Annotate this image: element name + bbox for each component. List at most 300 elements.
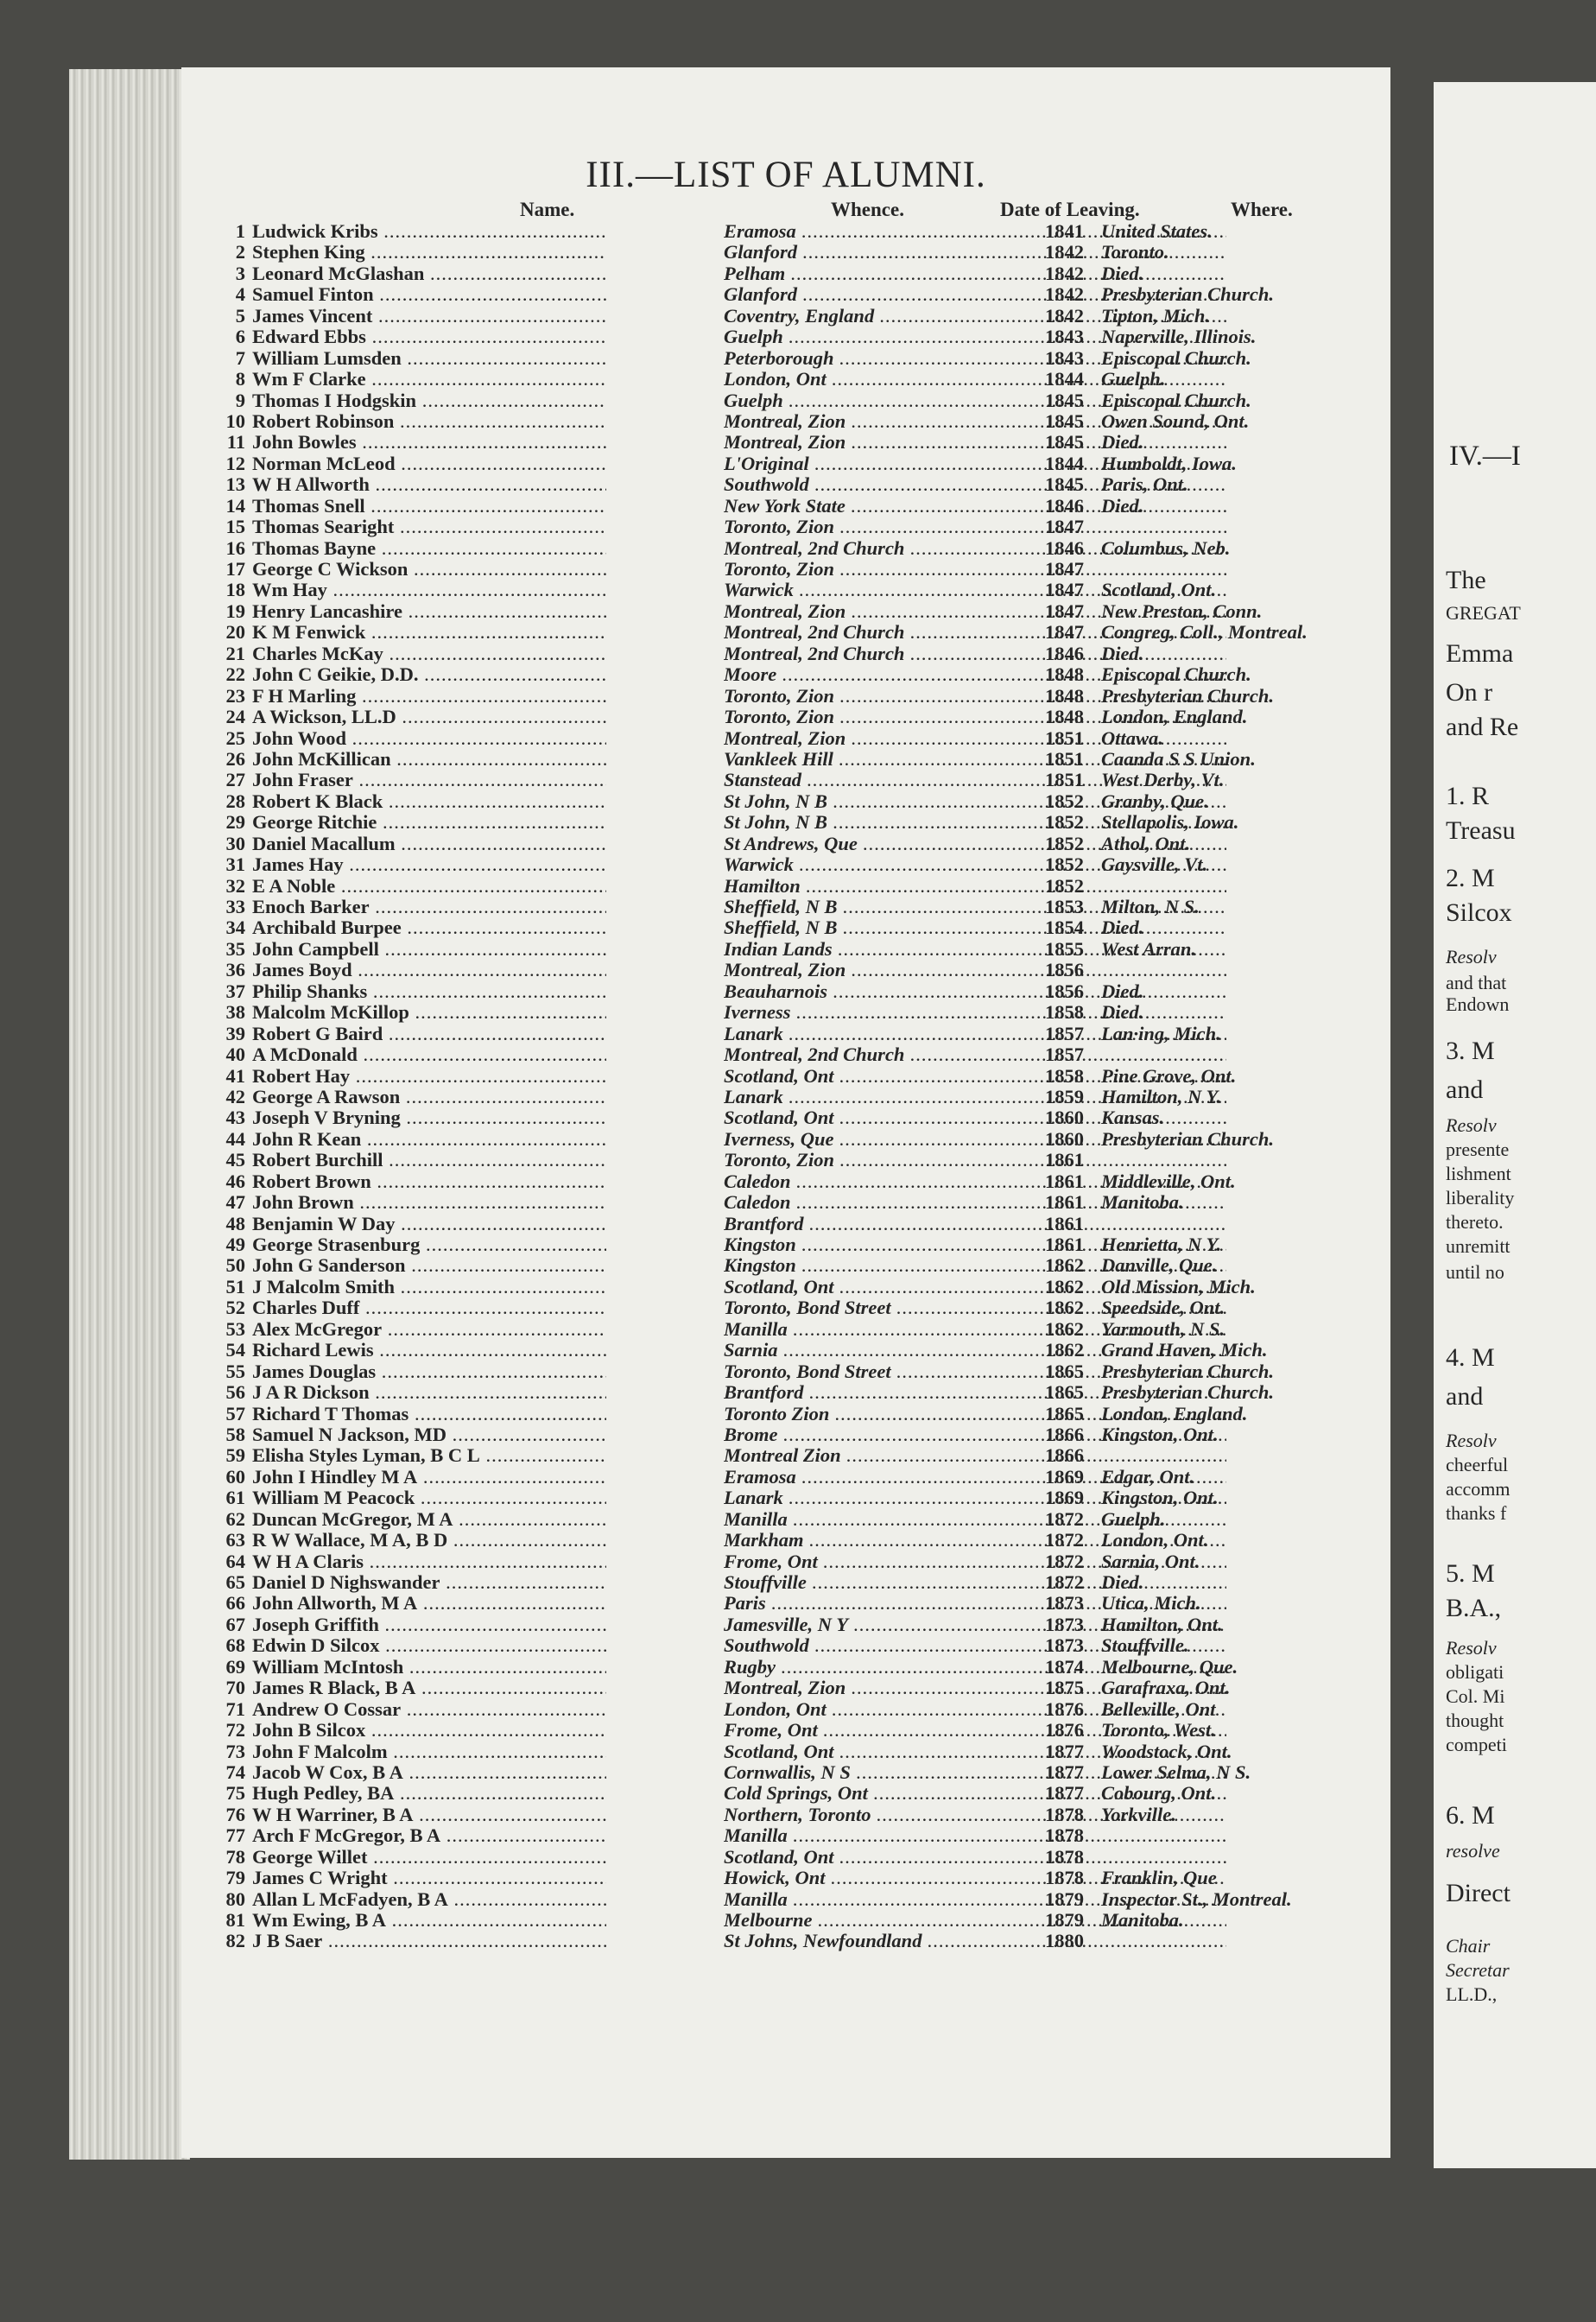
alumni-year: 1872: [1045, 1550, 1084, 1572]
alumni-row: [181, 1277, 1390, 1297]
alumni-whence: Warwick .....: [724, 854, 1226, 875]
alumni-year: 1857: [1045, 1022, 1084, 1044]
alumni-name: John McKillican .....: [252, 749, 606, 770]
alumni-name: Charles McKay .....: [252, 644, 606, 664]
alumni-whence: St John, N B .....: [724, 812, 1226, 833]
alumni-year: 1845: [1045, 473, 1084, 496]
alumni-name: James Boyd .....: [252, 960, 606, 980]
alumni-whence: Toronto, Bond Street .....: [724, 1361, 1226, 1382]
alumni-number: 59: [225, 1444, 245, 1467]
alumni-where: Congreg, Coll., Montreal.: [1101, 621, 1308, 644]
alumni-year: 1845: [1045, 409, 1084, 432]
alumni-name: Andrew O Cossar .....: [252, 1699, 606, 1720]
alumni-number: 23: [225, 684, 245, 707]
alumni-year: 1858: [1045, 1064, 1084, 1087]
alumni-year: 1841: [1045, 220, 1084, 242]
alumni-number: 26: [225, 747, 245, 770]
alumni-name: K M Fenwick .....: [252, 622, 606, 643]
alumni-name: Robert G Baird .....: [252, 1024, 606, 1044]
alumni-row: [181, 263, 1390, 284]
alumni-year: 1851: [1045, 747, 1084, 770]
alumni-where: Athol, Ont.: [1101, 832, 1191, 854]
alumni-name: Joseph Griffith .....: [252, 1615, 606, 1635]
alumni-name: A Wickson, LL.D .....: [252, 707, 606, 727]
alumni-number: 82: [225, 1930, 245, 1952]
alumni-number: 52: [225, 1297, 245, 1319]
alumni-row: [181, 939, 1390, 960]
alumni-where: Melbourne, Que.: [1101, 1655, 1238, 1678]
right-page-line: obligati: [1446, 1661, 1504, 1683]
alumni-number: 28: [225, 790, 245, 812]
alumni-whence: Brantford .....: [724, 1214, 1226, 1234]
alumni-whence: Eramosa .....: [724, 1467, 1226, 1488]
alumni-row: [181, 1255, 1390, 1276]
alumni-whence: Manilla .....: [724, 1825, 1226, 1846]
alumni-year: 1861: [1045, 1170, 1084, 1192]
alumni-name: Philip Shanks .....: [252, 981, 606, 1002]
alumni-year: 1879: [1045, 1887, 1084, 1910]
right-page-line: liberality: [1446, 1187, 1515, 1209]
right-page-line: Endown: [1446, 993, 1510, 1015]
alumni-name: Robert Robinson .....: [252, 411, 606, 432]
alumni-name: F H Marling .....: [252, 686, 606, 707]
alumni-number: 54: [225, 1339, 245, 1361]
alumni-number: 47: [225, 1191, 245, 1214]
alumni-where: Stellapolis, Iowa.: [1101, 811, 1239, 834]
alumni-whence: St John, N B .....: [724, 791, 1226, 812]
alumni-row: [181, 327, 1390, 347]
right-page-line: thought: [1446, 1710, 1504, 1731]
alumni-where: Died.: [1101, 980, 1144, 1002]
alumni-year: 1848: [1045, 663, 1084, 686]
alumni-year: 1855: [1045, 937, 1084, 960]
column-header-date: Date of Leaving.: [1000, 199, 1140, 220]
alumni-name: John Bowles .....: [252, 432, 606, 453]
alumni-row: [181, 538, 1390, 559]
alumni-number: 40: [225, 1044, 245, 1066]
alumni-row: [181, 770, 1390, 790]
alumni-row: [181, 812, 1390, 833]
alumni-name: Duncan McGregor, M A .....: [252, 1509, 606, 1530]
alumni-number: 13: [225, 473, 245, 496]
alumni-whence: L'Original .....: [724, 454, 1226, 474]
alumni-number: 21: [225, 642, 245, 664]
alumni-row: [181, 1404, 1390, 1424]
alumni-number: 70: [225, 1677, 245, 1699]
alumni-where: Utica, Mich.: [1101, 1592, 1201, 1615]
alumni-name: Robert K Black .....: [252, 791, 606, 812]
alumni-name: James R Black, B A .....: [252, 1678, 606, 1698]
alumni-row: [181, 1742, 1390, 1762]
alumni-whence: Toronto, Zion .....: [724, 686, 1226, 707]
alumni-name: Alex McGregor .....: [252, 1319, 606, 1340]
alumni-name: James Douglas .....: [252, 1361, 606, 1382]
alumni-row: [181, 1825, 1390, 1846]
alumni-year: 1862: [1045, 1275, 1084, 1297]
alumni-name: James Hay .....: [252, 854, 606, 875]
column-header-name: Name.: [520, 199, 575, 220]
right-page-line: Treasu: [1446, 816, 1516, 845]
alumni-number: 55: [225, 1360, 245, 1382]
alumni-name: Stephen King .....: [252, 242, 606, 263]
alumni-whence: Iverness, Que .....: [724, 1129, 1226, 1150]
alumni-row: [181, 791, 1390, 812]
alumni-name: George A Rawson .....: [252, 1087, 606, 1107]
alumni-whence: London, Ont .....: [724, 369, 1226, 390]
alumni-name: Wm Ewing, B A .....: [252, 1910, 606, 1931]
alumni-where: Ottawa.: [1101, 726, 1163, 749]
alumni-where: Scotland, Ont.: [1101, 579, 1217, 601]
alumni-name: J B Saer .....: [252, 1931, 606, 1951]
alumni-year: 1857: [1045, 1044, 1084, 1066]
alumni-row: [181, 369, 1390, 390]
alumni-where: Humboldt, Iowa.: [1101, 452, 1237, 474]
alumni-whence: Kingston .....: [724, 1255, 1226, 1276]
alumni-year: 1853: [1045, 896, 1084, 917]
alumni-name: Edward Ebbs .....: [252, 327, 606, 347]
alumni-year: 1866: [1045, 1423, 1084, 1445]
right-page-line: Secretar: [1446, 1959, 1510, 1981]
alumni-whence: Moore .....: [724, 664, 1226, 685]
alumni-row: [181, 390, 1390, 411]
alumni-whence: Montreal, Zion .....: [724, 1678, 1226, 1698]
alumni-where: Sarnia, Ont.: [1101, 1550, 1200, 1572]
alumni-number: 43: [225, 1107, 245, 1129]
alumni-number: 68: [225, 1634, 245, 1657]
alumni-name: Norman McLeod .....: [252, 454, 606, 474]
right-page-line: Silcox: [1446, 898, 1512, 927]
alumni-row: [181, 1868, 1390, 1888]
alumni-year: 1877: [1045, 1740, 1084, 1762]
alumni-whence: Brantford .....: [724, 1382, 1226, 1403]
alumni-number: 77: [225, 1824, 245, 1847]
alumni-year: 1860: [1045, 1107, 1084, 1129]
alumni-where: London, Ont.: [1101, 1529, 1209, 1551]
alumni-row: [181, 1635, 1390, 1656]
alumni-whence: Montreal, Zion .....: [724, 728, 1226, 749]
alumni-row: [181, 411, 1390, 432]
alumni-number: 1: [235, 220, 245, 242]
alumni-where: Danville, Que.: [1101, 1254, 1218, 1277]
alumni-where: London, England.: [1101, 1402, 1248, 1424]
alumni-name: Henry Lancashire .....: [252, 601, 606, 622]
alumni-row: [181, 348, 1390, 369]
alumni-where: Garafraxa, Ont.: [1101, 1677, 1231, 1699]
right-page-line: and: [1446, 1075, 1484, 1104]
alumni-number: 35: [225, 937, 245, 960]
alumni-where: Belleville, Ont: [1101, 1697, 1216, 1720]
alumni-whence: Scotland, Ont .....: [724, 1847, 1226, 1868]
alumni-where: Died.: [1101, 494, 1144, 517]
alumni-whence: Lanark .....: [724, 1488, 1226, 1508]
right-page-line: Emma: [1446, 639, 1514, 668]
alumni-whence: Montreal Zion .....: [724, 1445, 1226, 1466]
alumni-name: R W Wallace, M A, B D .....: [252, 1530, 606, 1551]
alumni-row: [181, 1847, 1390, 1868]
alumni-number: 41: [225, 1064, 245, 1087]
page-edge-stack: [69, 69, 190, 2160]
alumni-year: 1846: [1045, 536, 1084, 559]
right-page-line: 5. M: [1446, 1559, 1495, 1588]
right-page-line: Resolv: [1446, 1430, 1497, 1451]
alumni-whence: Stouffville .....: [724, 1572, 1226, 1593]
alumni-whence: Sheffield, N B .....: [724, 917, 1226, 938]
alumni-number: 10: [225, 409, 245, 432]
alumni-number: 38: [225, 1001, 245, 1024]
alumni-row: [181, 1044, 1390, 1065]
alumni-number: 7: [235, 346, 245, 369]
alumni-row: [181, 834, 1390, 854]
alumni-row: [181, 1297, 1390, 1318]
right-page: [1434, 82, 1596, 2168]
alumni-where: Milton, N S.: [1101, 896, 1200, 917]
alumni-row: [181, 1783, 1390, 1804]
alumni-where: Kingston, Ont.: [1101, 1423, 1219, 1445]
alumni-row: [181, 1382, 1390, 1403]
alumni-where: Gaysville, Vt.: [1101, 853, 1208, 876]
alumni-where: Toronto.: [1101, 241, 1169, 263]
right-page-line: thereto.: [1446, 1211, 1504, 1233]
alumni-number: 56: [225, 1381, 245, 1404]
alumni-whence: Hamilton .....: [724, 876, 1226, 897]
alumni-number: 49: [225, 1234, 245, 1255]
alumni-name: E A Noble .....: [252, 876, 606, 897]
right-page-line: LL.D.,: [1446, 1983, 1498, 2005]
alumni-name: Enoch Barker .....: [252, 897, 606, 917]
alumni-year: 1861: [1045, 1212, 1084, 1234]
page-title: III.—LIST OF ALUMNI.: [586, 155, 986, 195]
alumni-whence: Scotland, Ont .....: [724, 1107, 1226, 1128]
alumni-year: 1847: [1045, 579, 1084, 601]
right-page-line: 2. M: [1446, 864, 1495, 892]
alumni-row: [181, 728, 1390, 749]
alumni-where: Franklin, Que: [1101, 1867, 1217, 1889]
alumni-number: 36: [225, 959, 245, 981]
alumni-row: [181, 432, 1390, 453]
right-page-line: Resolv: [1446, 946, 1497, 968]
alumni-name: James C Wright .....: [252, 1868, 606, 1888]
alumni-list: [181, 221, 1390, 1952]
alumni-year: 1842: [1045, 241, 1084, 263]
alumni-row: [181, 1931, 1390, 1951]
alumni-name: Malcolm McKillop .....: [252, 1002, 606, 1023]
alumni-whence: Indian Lands .....: [724, 939, 1226, 960]
alumni-where: Middleville, Ont.: [1101, 1170, 1236, 1192]
alumni-number: 22: [225, 663, 245, 686]
alumni-number: 8: [235, 368, 245, 390]
alumni-where: Presbyterian Church.: [1101, 684, 1275, 707]
alumni-whence: Brome .....: [724, 1424, 1226, 1445]
right-page-line: lishment: [1446, 1163, 1511, 1184]
alumni-number: 2: [235, 241, 245, 263]
alumni-year: 1879: [1045, 1909, 1084, 1931]
alumni-row: [181, 1087, 1390, 1107]
alumni-where: Columbus, Neb.: [1101, 536, 1231, 559]
alumni-number: 71: [225, 1697, 245, 1720]
alumni-number: 25: [225, 726, 245, 749]
alumni-where: Old Mission, Mich.: [1101, 1275, 1256, 1297]
alumni-name: Edwin D Silcox .....: [252, 1635, 606, 1656]
alumni-row: [181, 1762, 1390, 1783]
alumni-where: United States.: [1101, 220, 1213, 242]
alumni-year: 1865: [1045, 1402, 1084, 1424]
alumni-name: John Allworth, M A .....: [252, 1593, 606, 1614]
alumni-row: [181, 1340, 1390, 1361]
alumni-row: [181, 1361, 1390, 1382]
alumni-row: [181, 1805, 1390, 1825]
alumni-where: Caanda S S Union.: [1101, 747, 1256, 770]
alumni-whence: Scotland, Ont .....: [724, 1742, 1226, 1762]
alumni-row: [181, 1192, 1390, 1213]
right-page-line: until no: [1446, 1261, 1504, 1283]
alumni-year: 1852: [1045, 853, 1084, 876]
alumni-name: John G Sanderson .....: [252, 1255, 606, 1276]
alumni-whence: St Andrews, Que .....: [724, 834, 1226, 854]
alumni-year: 1846: [1045, 494, 1084, 517]
alumni-year: 1843: [1045, 346, 1084, 369]
alumni-year: 1872: [1045, 1571, 1084, 1593]
alumni-year: 1852: [1045, 811, 1084, 834]
alumni-whence: Pelham .....: [724, 263, 1226, 284]
alumni-row: [181, 1720, 1390, 1741]
alumni-where: West Derby, Vt.: [1101, 769, 1225, 791]
alumni-name: W H Allworth .....: [252, 474, 606, 495]
alumni-number: 29: [225, 811, 245, 834]
alumni-whence: Peterborough .....: [724, 348, 1226, 369]
alumni-year: 1874: [1045, 1655, 1084, 1678]
alumni-row: [181, 221, 1390, 242]
alumni-whence: Montreal, 2nd Church .....: [724, 1044, 1226, 1065]
alumni-whence: Montreal, 2nd Church .....: [724, 538, 1226, 559]
alumni-year: 1876: [1045, 1719, 1084, 1742]
alumni-name: George Willet .....: [252, 1847, 606, 1868]
alumni-where: Grand Haven, Mich.: [1101, 1339, 1268, 1361]
alumni-row: [181, 1002, 1390, 1023]
alumni-where: Tipton, Mich.: [1101, 304, 1211, 327]
alumni-name: John Brown .....: [252, 1192, 606, 1213]
alumni-year: 1878: [1045, 1803, 1084, 1825]
alumni-year: 1861: [1045, 1191, 1084, 1214]
alumni-year: 1880: [1045, 1930, 1084, 1952]
alumni-number: 16: [225, 536, 245, 559]
alumni-number: 4: [235, 283, 245, 306]
right-page-line: and that: [1446, 972, 1507, 993]
alumni-number: 27: [225, 769, 245, 791]
alumni-row: [181, 1424, 1390, 1445]
alumni-row: [181, 664, 1390, 685]
alumni-name: John Campbell .....: [252, 939, 606, 960]
alumni-name: Samuel Finton .....: [252, 284, 606, 305]
alumni-row: [181, 1066, 1390, 1087]
alumni-name: John Fraser .....: [252, 770, 606, 790]
alumni-where: Manitoba.: [1101, 1191, 1184, 1214]
alumni-row: [181, 917, 1390, 938]
alumni-name: James Vincent .....: [252, 306, 606, 327]
alumni-whence: Rugby .....: [724, 1657, 1226, 1678]
alumni-row: [181, 242, 1390, 263]
alumni-where: Died.: [1101, 262, 1144, 284]
alumni-number: 14: [225, 494, 245, 517]
alumni-row: [181, 1699, 1390, 1720]
alumni-whence: Glanford .....: [724, 242, 1226, 263]
alumni-year: 1852: [1045, 832, 1084, 854]
alumni-number: 65: [225, 1571, 245, 1593]
alumni-year: 1862: [1045, 1254, 1084, 1277]
alumni-number: 24: [225, 706, 245, 728]
alumni-year: 1842: [1045, 262, 1084, 284]
alumni-number: 39: [225, 1022, 245, 1044]
alumni-whence: Manilla .....: [724, 1889, 1226, 1910]
alumni-row: [181, 876, 1390, 897]
alumni-year: 1852: [1045, 874, 1084, 897]
alumni-row: [181, 854, 1390, 875]
right-page-line: accomm: [1446, 1478, 1510, 1500]
alumni-whence: Montreal, 2nd Church .....: [724, 622, 1226, 643]
alumni-name: Jacob W Cox, B A .....: [252, 1762, 606, 1783]
alumni-name: Leonard McGlashan .....: [252, 263, 606, 284]
alumni-number: 67: [225, 1613, 245, 1635]
alumni-name: A McDonald .....: [252, 1044, 606, 1065]
alumni-row: [181, 1150, 1390, 1171]
alumni-number: 64: [225, 1550, 245, 1572]
alumni-where: Presbyterian Church.: [1101, 1127, 1275, 1150]
alumni-year: 1875: [1045, 1677, 1084, 1699]
alumni-year: 1873: [1045, 1613, 1084, 1635]
alumni-number: 74: [225, 1761, 245, 1783]
alumni-year: 1862: [1045, 1339, 1084, 1361]
alumni-year: 1877: [1045, 1761, 1084, 1783]
alumni-whence: Montreal, 2nd Church .....: [724, 644, 1226, 664]
alumni-where: Manitoba.: [1101, 1909, 1184, 1931]
alumni-number: 80: [225, 1887, 245, 1910]
alumni-row: [181, 306, 1390, 327]
alumni-whence: Toronto, Zion .....: [724, 707, 1226, 727]
alumni-whence: Scotland, Ont .....: [724, 1277, 1226, 1297]
alumni-whence: Toronto, Zion .....: [724, 1150, 1226, 1171]
alumni-name: George C Wickson .....: [252, 559, 606, 580]
alumni-whence: Kingston .....: [724, 1234, 1226, 1255]
alumni-whence: Howick, Ont .....: [724, 1868, 1226, 1888]
alumni-year: 1851: [1045, 769, 1084, 791]
alumni-year: 1878: [1045, 1845, 1084, 1868]
alumni-year: 1848: [1045, 706, 1084, 728]
alumni-whence: Markham .....: [724, 1530, 1226, 1551]
alumni-where: Stouffville.: [1101, 1634, 1189, 1657]
alumni-year: 1847: [1045, 516, 1084, 538]
right-page-line: unremitt: [1446, 1235, 1510, 1257]
alumni-row: [181, 981, 1390, 1002]
alumni-where: Episcopal Church.: [1101, 663, 1251, 686]
alumni-whence: Beauharnois .....: [724, 981, 1226, 1002]
alumni-whence: Toronto, Zion .....: [724, 517, 1226, 537]
alumni-whence: Caledon .....: [724, 1171, 1226, 1192]
alumni-year: 1873: [1045, 1592, 1084, 1615]
alumni-row: [181, 601, 1390, 622]
alumni-number: 51: [225, 1275, 245, 1297]
alumni-name: Allan L McFadyen, B A .....: [252, 1889, 606, 1910]
alumni-where: Hamilton, N Y.: [1101, 1085, 1222, 1107]
alumni-year: 1845: [1045, 431, 1084, 454]
alumni-where: Died.: [1101, 1001, 1144, 1024]
alumni-row: [181, 580, 1390, 600]
alumni-number: 69: [225, 1655, 245, 1678]
right-page-line: B.A.,: [1446, 1594, 1502, 1622]
alumni-name: Thomas Snell .....: [252, 496, 606, 517]
right-page-line: Resolv: [1446, 1637, 1497, 1659]
alumni-year: 1842: [1045, 283, 1084, 306]
alumni-number: 45: [225, 1149, 245, 1171]
alumni-number: 57: [225, 1402, 245, 1424]
